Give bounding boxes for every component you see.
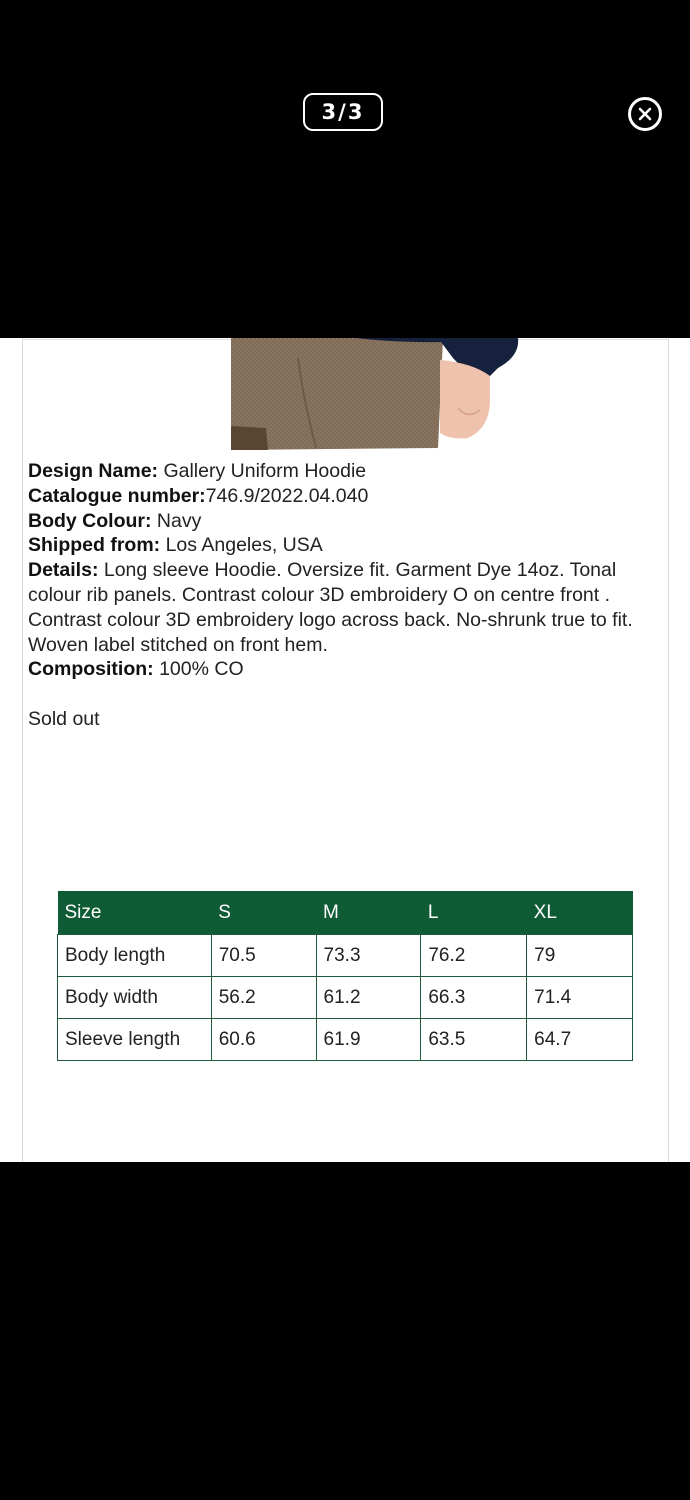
composition-row [28,657,633,682]
stock-status: Sold out [28,708,100,730]
header-cell: Size [58,891,212,935]
table-row [58,1019,633,1061]
details-label: Details: [28,559,99,582]
body-colour-label: Body Colour: [28,509,152,532]
body-colour-row [28,509,633,534]
measurement-value: 63.5 [421,1019,527,1061]
table-row [58,977,633,1019]
viewer-top-bar [0,0,690,338]
product-photo [228,338,528,453]
header-cell: M [316,891,421,935]
composition-label: Composition: [28,658,154,681]
size-header-row [58,891,633,935]
measurement-value: 66.3 [421,977,527,1019]
catalogue-row [28,484,633,509]
product-image-page [0,338,690,1162]
close-icon [637,106,653,122]
measurement-value: 71.4 [527,977,633,1019]
measurement-label: Sleeve length [58,1019,212,1061]
measurement-value: 76.2 [421,935,527,977]
table-row [58,935,633,977]
measurement-value: 61.2 [316,977,421,1019]
page-border-right [668,338,669,1162]
shipped-from-row [28,533,633,558]
product-details [28,459,633,682]
shipped-from-value: Los Angeles, USA [160,534,323,557]
measurement-value: 73.3 [316,935,421,977]
measurement-value: 56.2 [211,977,316,1019]
design-name-row [28,459,633,484]
size-chart-table [57,891,633,1061]
close-button[interactable] [628,97,662,131]
measurement-value: 79 [527,935,633,977]
details-row [28,558,633,657]
measurement-label: Body width [58,977,212,1019]
header-cell: S [211,891,316,935]
header-cell: XL [527,891,633,935]
body-colour-value: Navy [151,509,202,532]
measurement-label: Body length [58,935,212,977]
measurement-value: 64.7 [527,1019,633,1061]
measurement-value: 70.5 [211,935,316,977]
catalogue-label: Catalogue number: [28,484,206,507]
design-name-label: Design Name: [28,460,159,482]
page-border-left [22,338,23,1162]
viewer-bottom-bar [0,1162,690,1500]
image-counter: 3/3 [303,93,383,131]
measurement-value: 61.9 [316,1019,421,1061]
header-cell: L [421,891,527,935]
catalogue-value: 746.9/2022.04.040 [205,484,369,507]
composition-value: 100% CO [153,658,244,681]
design-name-value: Gallery Uniform Hoodie [158,460,367,482]
measurement-value: 60.6 [211,1019,316,1061]
details-value: Long sleeve Hoodie. Oversize fit. Garment Dye 14oz. Tonal colour rib panels. Contrast colour 3D embroidery O on centre front . Contrast colour 3D embroidery logo across back. No-shrunk true to fit. Woven label stitched on front hem. [28,559,633,656]
shipped-from-label: Shipped from: [28,534,161,557]
